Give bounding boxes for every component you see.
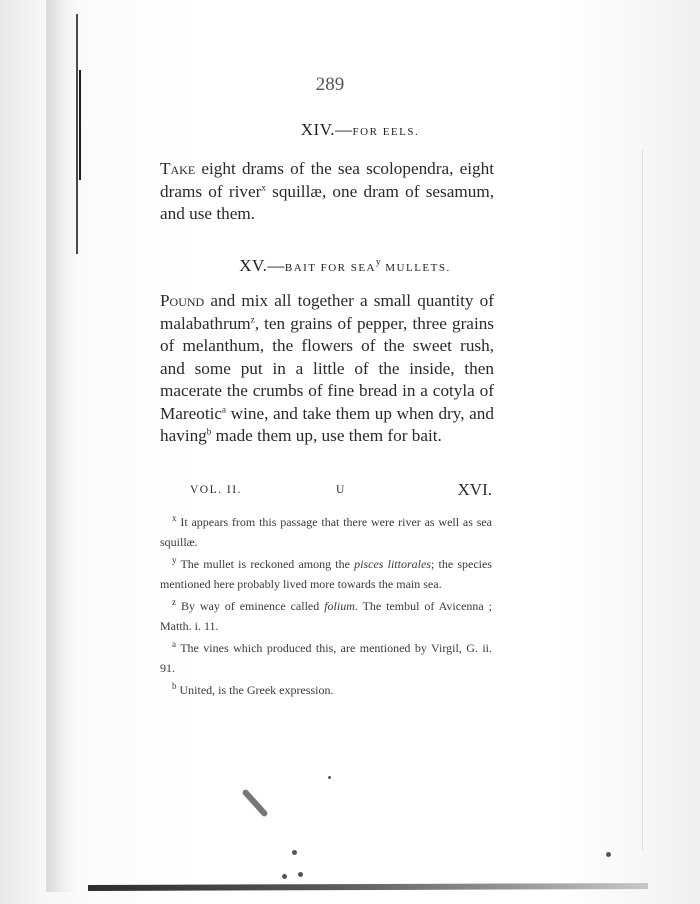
paragraph-text: and mix all together a small quantity of malabathrum	[160, 291, 494, 333]
ink-speck	[328, 776, 331, 779]
footnote-mark: x	[172, 513, 177, 523]
binding-edge-dark	[79, 70, 81, 180]
ink-speck	[292, 850, 297, 855]
footnote-text: The mullet is reckoned among the	[180, 557, 355, 571]
footnote	[160, 681, 492, 701]
footnote	[160, 639, 492, 678]
footnotes	[160, 513, 492, 704]
footnote-italic: folium	[324, 599, 355, 613]
volume-mark: VOL. II.	[190, 484, 242, 496]
section-heading-xiv	[150, 120, 570, 140]
paragraph-lead: Pound	[160, 291, 205, 310]
footnote-text: . The tembul of Avicenna ; Matth. i. 11.	[160, 599, 493, 633]
recipe-paragraph-xv	[160, 290, 494, 448]
footnote-ref: x	[261, 181, 266, 192]
footnote-ref: y	[376, 256, 382, 267]
footnote	[160, 555, 492, 594]
footnote-ref: z	[250, 313, 255, 324]
footnote-mark: z	[172, 597, 176, 607]
footnote-mark: y	[172, 555, 177, 565]
paragraph-text: eight drams of the sea scolopendra, eight drams of river	[160, 159, 494, 201]
footnote-ref: a	[222, 403, 227, 414]
footnote	[160, 513, 492, 552]
ink-speck	[298, 872, 303, 877]
binding-edge	[76, 14, 78, 254]
heading-numeral: XV.—	[239, 256, 285, 275]
paragraph-text: , ten grains of pepper, three grains of melanthum, the flowers of the sweet rush, and some put in a little of the inside, then macerate the crumbs of fine bread in a cotyla of Mareotic	[160, 313, 494, 423]
footnote-text: United, is the Greek expression.	[179, 683, 334, 697]
footnote	[160, 597, 492, 636]
footnote-italic: pisces littorales	[354, 557, 431, 571]
footnote-mark: b	[172, 681, 177, 691]
footnote-text: The vines which produced this, are mentioned by Virgil, G. ii. 91.	[160, 641, 492, 675]
paragraph-text: squillæ, one dram of sesamum, and use them.	[160, 181, 494, 223]
footnote-text: ; the species mentioned here probably lived more towards the main sea.	[160, 557, 492, 591]
paragraph-lead: Take	[160, 159, 196, 178]
page-number: 289	[315, 74, 345, 95]
binding-shadow	[46, 0, 76, 892]
heading-numeral: XIV.—	[300, 120, 353, 139]
catchword: XVI.	[457, 480, 492, 499]
signature-letter: U	[336, 484, 345, 496]
footnote-text: By way of eminence called	[180, 599, 325, 613]
footnote-ref: b	[206, 426, 212, 437]
paragraph-text: made them up, use them for bait.	[211, 426, 442, 445]
section-heading-xv	[130, 256, 560, 276]
heading-title: FOR EELS.	[352, 126, 420, 138]
footnote-text: It appears from this passage that there were river as well as sea squillæ.	[160, 515, 493, 549]
ink-speck	[606, 852, 611, 857]
paragraph-text: wine, and take them up when dry, and having	[160, 403, 494, 445]
page-edge-right	[642, 150, 643, 850]
heading-title: BAIT FOR SEA	[284, 262, 377, 274]
signature-line	[190, 482, 492, 504]
footnote-mark: a	[172, 639, 176, 649]
ink-speck	[282, 874, 287, 879]
heading-title-rest: MULLETS.	[381, 262, 451, 274]
recipe-paragraph-xiv	[160, 158, 494, 226]
